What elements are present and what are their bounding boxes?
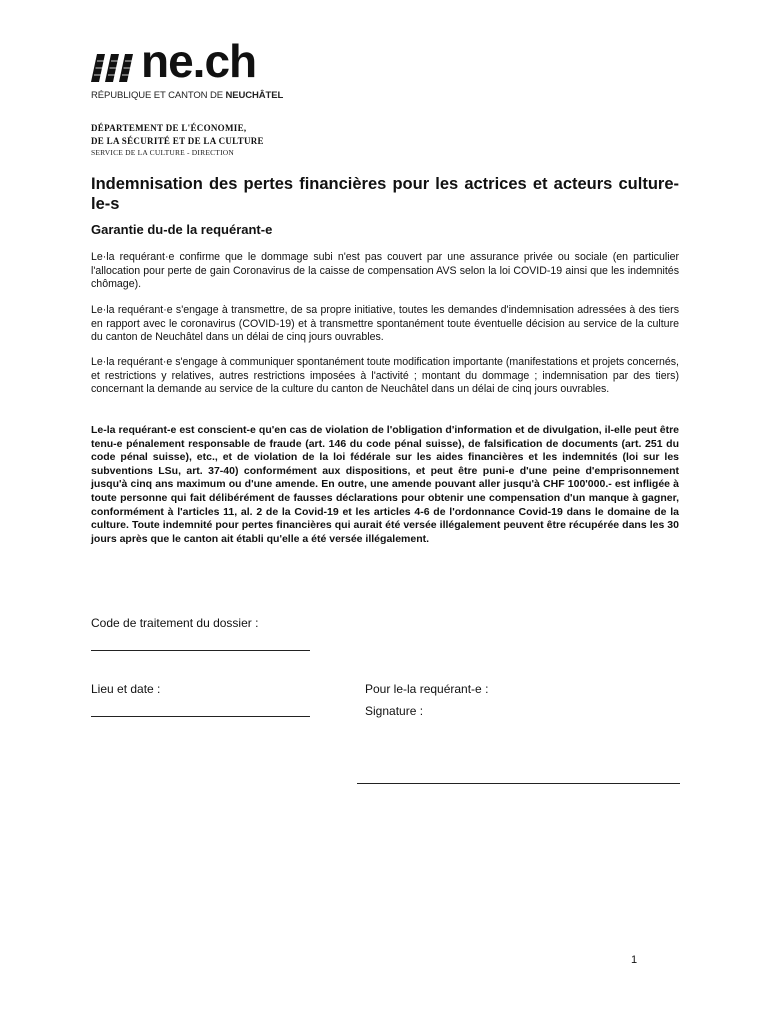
- neuchatel-stripes-icon: [91, 54, 139, 82]
- logo-wordmark: ne.ch: [141, 35, 257, 87]
- paragraph-communicate: Le·la requérant·e s'engage à communiquer spontanément toute modification importante (manifestations et projets concernés, et restrictions y relatives, autres restrictions imposées à l'activité ; montant du dommage ; indemnisation par des tiers) concernant la demande au service de la culture du canton de Neuchâtel dans un délai de cinq jours ouvrables.: [91, 356, 679, 396]
- document-title: Indemnisation des pertes financières pour les actrices et acteurs culture-le-s: [91, 175, 679, 213]
- signature-line[interactable]: [357, 783, 680, 784]
- department-header: [91, 122, 264, 160]
- place-date-input-line[interactable]: [91, 716, 310, 717]
- document-subtitle: Garantie du-de la requérant-e: [91, 222, 273, 237]
- service-line: SERVICE DE LA CULTURE - DIRECTION: [91, 148, 235, 157]
- department-line-2: DE LA SÉCURITÉ ET DE LA CULTURE: [91, 135, 264, 146]
- logo-subtitle: RÉPUBLIQUE ET CANTON DE NEUCHÂTEL: [91, 90, 284, 101]
- code-input-line[interactable]: [91, 650, 310, 651]
- paragraph-transmit: Le·la requérant·e s'engage à transmettre, de sa propre initiative, toutes les demandes d'indemnisation adressées à des tiers en rapport avec le coronavirus (COVID-19) et à transmettre spontanément toute éventuelle décision au service de la culture du canton de Neuchâtel dans un délai de cinq jours ouvrables.: [91, 304, 679, 344]
- paragraph-insurance: Le·la requérant·e confirme que le dommage subi n'est pas couvert par une assurance privée ou sociale (en particulier l'allocation pour perte de gain Coronavirus de la caisse de compensation AVS selon la loi COVID-19 ainsi que les indemnités chômage).: [91, 251, 679, 291]
- paragraph-legal-warning: Le-la requérant-e est conscient-e qu'en cas de violation de l'obligation d'information et de divulgation, il-elle peut être tenu-e pénalement responsable de fraude (art. 146 du code pénal suisse), de falsification de documents (art. 251 du code pénal suisse), etc., et de violation de la loi fédérale sur les aides financières et les indemnités (loi sur les subventions LSu, art. 37-40) conformément aux dispositions, et peut être puni-e d'une peine d'emprisonnement jusqu'à cinq ans maximum ou d'une amende. En outre, une amende pouvant aller jusqu'à CHF 100'000.- est infligée à toute personne qui fait délibérément de fausses déclarations pour obtenir une compensation d'un manque à gagner, conformément à l'articles 11, al. 2 de la Covid-19 et les articles 4-6 de l'ordonnance Covid-19 dans le domaine de la culture. Toute indemnité pour pertes financières qui aurait été versée illégalement peuvent être récupérée dans les 30 jours après que le canton ait établi qu'elle a été versée illégalement.: [91, 424, 679, 545]
- signature-label: Signature :: [365, 704, 424, 718]
- department-line-1: DÉPARTEMENT DE L'ÉCONOMIE,: [91, 123, 247, 133]
- place-date-label: Lieu et date :: [91, 682, 161, 696]
- canton-logo: [91, 35, 291, 104]
- page-number: 1: [631, 954, 638, 966]
- for-applicant-label: Pour le-la requérant-e :: [365, 682, 489, 696]
- code-label: Code de traitement du dossier :: [91, 616, 259, 630]
